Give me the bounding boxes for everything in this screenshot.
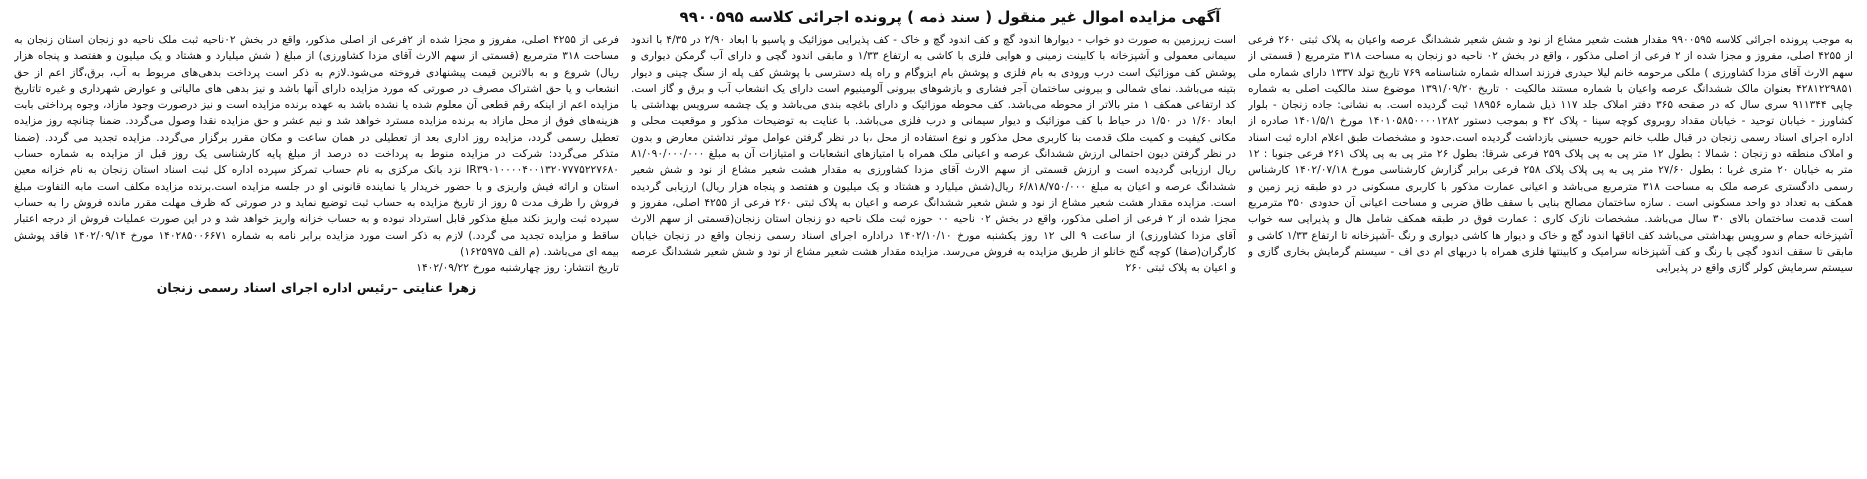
column-right — [1248, 32, 1853, 473]
signature: زهرا عنایتی –رئیس اداره اجرای اسناد رسمی زنجان — [156, 280, 477, 296]
notice-title: آگهی مزایده اموال غیر منقول ( سند ذمه ) پرونده اجرائی کلاسه ۹۹۰۰۵۹۵ — [679, 8, 1221, 26]
column-middle-text: است زیرزمین به صورت دو خواب - دیوارها اندود گچ و کف اندود گچ و خاک - کف پذیرایی موزائیک و پاسیو با ابعاد ۲/۹۰ در ۴/۳۵ با اندود سیمانی معمولی و آشپزخانه با کابینت زمینی و هوایی فلزی با کاشی به ارتفاع ۱/۳۳ و مابقی اندود گچی و دارای آب گرمکن دیواری و پوشش کف موزائیک است درب ورودی به بام فلزی و پوشش بام ایزوگام و راه پله دسترسی با پوشش کف پله از سنگ چینی و دیوار بتینه می‌باشد. نمای شمالی و بیرونی ساختمان آجر فشاری و بازشوهای بیرونی آلومینیوم است دارای یک انشعاب آب و برق و گاز است. کد ارتفاعی همکف ۱ متر بالاتر از محوطه می‌باشد. کف محوطه موزائیک و دارای باغچه بندی می‌باشد و یک چشمه سرویس بهداشتی با ابعاد ۱/۶۰ در ۱/۵۰ در حیاط با کف موزائیک و دیوار سیمانی و درب فلزی می‌باشد. با عنایت به توضیحات مذکور و موقعیت محلی و مکانی کیفیت و کمیت ملک قدمت بنا کاربری محل مذکور و نوع استفاده از محل ،با در نظر گرفتن عوامل موثر نداشتن معارض و بدون در نظر گرفتن دیون احتمالی ارزش ششدانگ عرصه و اعیانی ملک همراه با امتیازهای انشعابات و امتیازات آن به مبلغ ۸۱/۰۹۰/۰۰۰/۰۰۰ ریال ارزیابی گردیده است و ارزش قسمتی از سهم الارث آقای مزدا کشاورزی به مقدار هشت شعیر مشاع از نود و شش شعیر ششدانگ عرصه و اعیان به مبلغ ۶/۸۱۸/۷۵۰/۰۰۰ ریال(شش میلیارد و هشتاد و یک میلیون و هفتصد و پنجاه هزار ریال) ارزیابی گردیده است. مزایده مقدار هشت شعیر مشاع از نود و شش شعیر ششدانگ عرصه و اعیان به پلاک ثبتی ۲۶۰ فرعی از ۴۲۵۵ اصلی، مفروز و مجزا شده از ۲ فرعی از اصلی مذکور، واقع در بخش ۰۲ ناحیه ۰۰ حوزه ثبت ملک ناحیه دو زنجان استان زنجان(قسمتی از سهم الارث آقای مزدا کشاورزی) از ساعت ۹ الی ۱۲ روز یکشنبه مورخ ۱۴۰۲/۱۰/۱۰ دراداره اجرای اسناد رسمی زنجان واقع در زنجان خیابان کارگران(صفا) کوچه گنج خانلو از طریق مزایده به فروش می‌رسد. مزایده مقدار هشت شعیر مشاع از نود و شش شعیر ششدانگ عرصه و اعیان به پلاک ثبتی ۲۶۰ — [631, 34, 1236, 275]
column-right-text: به موجب پرونده اجرائی کلاسه ۹۹۰۰۵۹۵ مقدار هشت شعیر مشاع از نود و شش شعیر ششدانگ عرصه واعیان به پلاک ثبتی ۲۶۰ فرعی از ۴۲۵۵ اصلی، مفروز و مجزا شده از ۲ فرعی از اصلی مذکور ، واقع در بخش ۰۲ ناحیه دو زنجان به مساحت ۳۱۸ مترمربع ( قسمتی از سهم الارث آقای مزدا کشاورزی ) ملکی مرحومه خانم لیلا حیدری فرزند اسداله شماره شناسنامه ۷۶۹ تاریخ تولد ۱۳۳۷ دارای شماره ملی ۴۲۸۱۲۲۹۸۵۱ بعنوان مالک ششدانگ عرصه واعیان با شماره مستند مالکیت ۰ تاریخ ۱۳۹۱/۰۹/۲۰ موضوع سند مالکیت اصلی به شماره چاپی ۹۱۱۳۴۴ سری سال که در صفحه ۳۶۵ دفتر املاک جلد ۱۱۷ ذیل شماره ۱۸۹۵۶ ثبت گردیده است. به نشانی: جاده زنجان - بلوار کشاورز - خیابان توحید - خیابان مقداد روبروی کوچه سینا - پلاک ۴۲ و بموجب دستور ۱۴۰۱۰۵۸۵۰۰۰۰۱۲۸۲ مورخ ۱۴۰۱/۵/۱ صادره از اداره اجرای اسناد رسمی زنجان در قبال طلب خانم حوریه حسینی بازداشت گردیده است.حدود و مشخصات طبق اعلام اداره ثبت اسناد و املاک منطقه دو زنجان : شمالا : بطول ۱۲ متر پی به پی پلاک ۲۵۹ فرعی شرقا: بطول ۲۶ متر پی به پی پلاک ۲۶۱ فرعی جنوبا : ۱۲ متر به خیابان ۲۰ متری غربا : بطول ۲۷/۶۰ متر پی به پی پلاک پلاک ۲۵۸ فرعی برابر گزارش کارشناسی مورخ ۱۴۰۲/۰۷/۱۸ کارشناس رسمی دادگستری عرصه ملک به مساحت ۳۱۸ مترمربع می‌باشد و اعیانی عمارت مذکور با کاربری مسکونی در دو طبقه زیر زمین و همکف به تعداد دو واحد مسکونی است . سازه ساختمان مصالح بنایی با سقف طاق ضربی و مساحت اعیانی آن حدودی ۳۵۰ مترمربع است قدمت ساختمان بالای ۳۰ سال می‌باشد. مشخصات نازک کاری : عمارت فوق در طبقه همکف شامل هال و پذیرایی سه خواب آشپزخانه حمام و سرویس بهداشتی می‌باشد کف اتاقها اندود گچ و خاک و دیوار ها کاشی دیواری و رنگ -آشپزخانه تا ارتفاع ۱/۳۳ کاشی و مابقی تا سقف اندود گچی با رنگ و کف آشپزخانه سرامیک و کابینتها فلزی همراه با دربهای ام دی اف - سیستم گرمایش بخاری گازی و سیستم سرمایش کولر گازی واقع در پذیرایی — [1248, 34, 1853, 275]
column-left — [14, 32, 619, 473]
notice-columns — [14, 32, 1853, 473]
publish-date: تاریخ انتشار: روز چهارشنبه مورخ ۱۴۰۲/۰۹/۲۲ — [416, 262, 619, 275]
column-middle — [631, 32, 1236, 473]
column-left-text: فرعی از ۴۲۵۵ اصلی، مفروز و مجزا شده از ۲فرعی از اصلی مذکور، واقع در بخش ۰۲ناحیه ثبت ملک ناحیه دو زنجان استان زنجان به مساحت ۳۱۸ مترمربع (قسمتی از سهم الارث آقای مزدا کشاورزی) از مبلغ ( شش میلیارد و هشتاد و یک میلیون و هفتصد و پنجاه هزار ریال) شروع و به بالاترین قیمت پیشنهادی فروخته می‌شود.لازم به ذکر است پرداخت بدهی‌های مربوط به آب، برق،گاز اعم از حق انشعاب و یا حق اشتراک مصرف در صورتی که مورد مزایده دارای آنها باشد و نیز بدهی های مالیاتی و عوارض شهرداری و غیره تاتاریخ مزایده اعم از اینکه رقم قطعی آن معلوم شده یا نشده باشد به عهده برنده مزایده است و نیز درصورت وجود مازاد، وجوه پرداختی بابت هزینه‌های فوق از محل مازاد به برنده مزایده مسترد خواهد شد و نیم عشر و حق مزایده نقدا وصول می‌گردد. ضمنا چنانچه روز مزایده تعطیل رسمی گردد، مزایده روز اداری بعد از تعطیلی در همان ساعت و مکان مقرر برگزار می‌گردد. مزایده تجدید می گردد. (ضمنا متذکر می‌گردد: شرکت در مزایده منوط به پرداخت ده درصد از مبلغ پایه کارشناسی یک روز قبل از مزایده به شماره حساب IR۳۹۰۱۰۰۰۰۴۰۰۱۳۲۰۷۷۷۵۲۲۷۶۸۰ نزد بانک مرکزی به نام حساب تمرکز سپرده اداره کل ثبت اسناد استان زنجان به نام خزانه معین استان و ارائه فیش واریزی و با حضور خریدار یا نماینده قانونی او در جلسه مزایده است.برنده مزایده مکلف است مابه التفاوت مبلغ فروش را ظرف مدت ۵ روز از تاریخ مزایده به حساب ثبت توضیع نماید و در صورتی که ظرف مهلت مقرر مانده فروش را به حساب سپرده ثبت واریز نکند مبلغ مذکور قابل استرداد نبوده و به حساب خزانه واریز خواهد شد و در این صورت عملیات فروش از درجه اعتبار ساقط و مزایده تجدید می گردد.) لازم به ذکر است مورد مزایده برابر نامه به شماره ۱۴۰۲۸۵۰۰۶۶۷۱ مورخ ۱۴۰۲/۰۹/۱۴ فاقد پوشش بیمه ای می‌باشد. (م الف ۱۶۲۵۹۷۵) — [14, 34, 619, 258]
